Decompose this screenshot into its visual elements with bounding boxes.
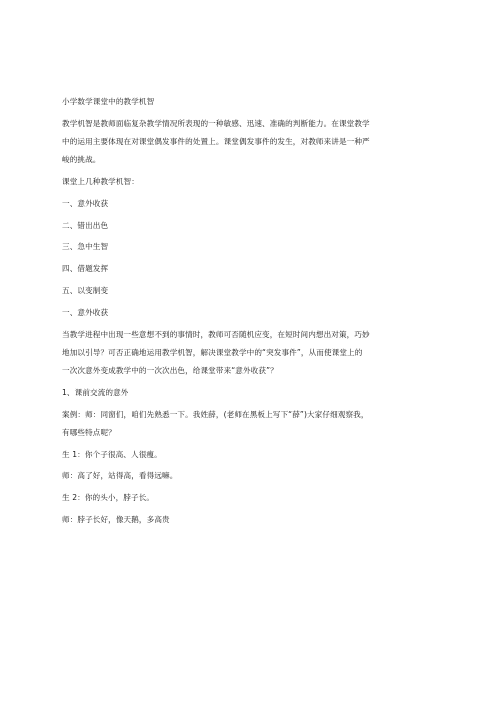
document-body bbox=[62, 93, 438, 529]
intro-paragraph bbox=[62, 115, 438, 170]
intro-line: 峻的挑战。 bbox=[62, 155, 101, 165]
technique-list bbox=[62, 195, 438, 300]
list-item: 二、错出出色 bbox=[62, 220, 109, 230]
case-line: 有哪些特点呢？ bbox=[62, 427, 116, 437]
case-line: 案例：师：同窗们，咱们先熟悉一下。我姓薛，(老师在黑板上写下“薛”)大家仔细观察我， bbox=[62, 409, 369, 419]
dialogue-line: 生 2：你的头小，脖子长。 bbox=[62, 493, 155, 503]
section-line: 一次次意外变成教学中的一次次出色，给课堂带来“意外收获”？ bbox=[62, 365, 278, 375]
case-paragraph bbox=[62, 406, 438, 442]
document-title: 小学数学课堂中的教学机智 bbox=[62, 97, 155, 106]
list-item: 一、意外收获 bbox=[62, 198, 109, 208]
list-item: 四、借题发挥 bbox=[62, 264, 109, 274]
intro-line: 中的运用主要体现在对课堂偶发事件的处置上。课堂偶发事件的发生，对教师来讲是一种严 bbox=[62, 137, 370, 146]
dialogue-line: 师：脖子长好，像天鹅，多高贵 bbox=[62, 514, 170, 524]
section-paragraph bbox=[62, 326, 438, 381]
section-line: 地加以引导？可否正确地运用教学机智，解决课堂教学中的“突发事件”，从而使课堂上的 bbox=[62, 347, 363, 357]
intro-line: 教学机智是教师面临复杂教学情况所表现的一种敏感、迅速、准确的判断能力。在课堂教学 bbox=[62, 118, 370, 128]
dialogue-line: 生 1：你个子很高、人很瘦。 bbox=[62, 449, 162, 459]
list-item: 三、急中生智 bbox=[62, 242, 109, 252]
dialogue bbox=[62, 446, 438, 530]
section-line: 当教学进程中出现一些意想不到的事情时，教师可否随机应变，在短时间内想出对策，巧妙 bbox=[62, 329, 370, 339]
list-item: 五、以变制变 bbox=[62, 285, 109, 295]
list-heading: 课堂上几种教学机智： bbox=[62, 177, 139, 186]
section-heading: 一、意外收获 bbox=[62, 307, 109, 317]
dialogue-line: 师：高了好，站得高，看得远嘛。 bbox=[62, 471, 178, 481]
subsection-heading: 1、课前交流的意外 bbox=[62, 387, 129, 397]
